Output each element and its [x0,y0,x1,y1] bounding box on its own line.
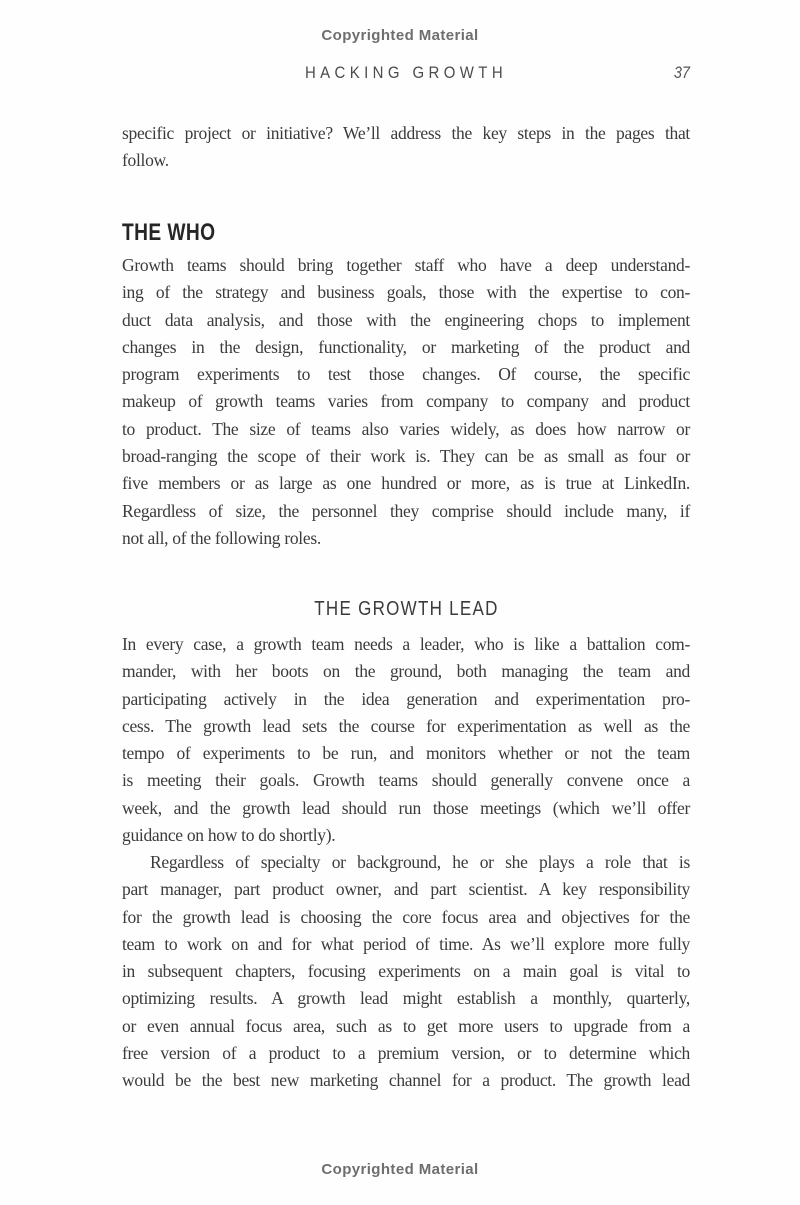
text-line: five members or as large as one hundred or more, as is true at LinkedIn. [122,473,690,494]
text-line: cess. The growth lead sets the course for experimentation as well as the [122,715,690,736]
paragraph-the-who [122,252,690,552]
text-line: part manager, part product owner, and part scientist. A key responsibility [122,879,690,900]
text-line: specific project or initiative? We’ll address the key steps in the pages that [122,123,690,143]
text-line: or even annual focus area, such as to get more users to upgrade from a [122,1015,690,1036]
running-head-title: HACKING GROWTH [304,63,508,82]
paragraph-intro [122,120,690,175]
text-line: program experiments to test those changes. Of course, the specific [122,364,690,385]
text-line: for the growth lead is choosing the core focus area and objectives for the [122,906,690,927]
copyright-notice-top: Copyrighted Material [321,27,479,44]
subsection-heading-growth-lead-text: THE GROWTH LEAD [313,598,499,620]
text-line: is meeting their goals. Growth teams should generally convene once a [122,770,690,791]
text-line: Growth teams should bring together staff who have a deep understand- [122,255,690,275]
text-line: guidance on how to do shortly). [122,825,336,846]
text-line: follow. [122,150,169,171]
text-line: tempo of experiments to be run, and monitors whether or not the team [122,743,690,764]
paragraph-growth-lead-2 [122,849,690,1095]
text-line: week, and the growth lead should run those meetings (which we’ll offer [122,797,690,818]
section-heading-the-who: THE WHO [122,219,216,246]
text-line: not all, of the following roles. [122,527,321,548]
text-line: Regardless of specialty or background, he or she plays a role that is [150,852,690,872]
text-line: mander, with her boots on the ground, both managing the team and [122,661,690,682]
text-line: makeup of growth teams varies from company to company and product [122,391,690,412]
text-line: ing of the strategy and business goals, those with the expertise to con- [122,282,690,303]
text-line: Regardless of size, the personnel they comprise should include many, if [122,500,690,521]
text-line: team to work on and for what period of time. As we’ll explore more fully [122,933,690,954]
page-number: 37 [673,63,690,82]
subsection-heading-growth-lead [122,598,690,621]
text-line: in subsequent chapters, focusing experiments on a main goal is vital to [122,961,690,982]
paragraph-growth-lead-1 [122,631,690,849]
running-head-row [122,63,690,85]
text-line: to product. The size of teams also varies widely, as does how narrow or [122,418,690,439]
text-line: In every case, a growth team needs a leader, who is like a battalion com- [122,634,690,654]
text-line: participating actively in the idea generation and experimentation pro- [122,688,690,709]
text-line: would be the best new marketing channel for a product. The growth lead [122,1070,690,1091]
copyright-notice-bottom: Copyrighted Material [321,1161,479,1178]
text-line: optimizing results. A growth lead might establish a monthly, quarterly, [122,988,690,1009]
text-line: free version of a product to a premium version, or to determine which [122,1043,690,1064]
text-line: duct data analysis, and those with the engineering chops to implement [122,309,690,330]
text-line: changes in the design, functionality, or marketing of the product and [122,336,690,357]
text-line: broad-ranging the scope of their work is. They can be as small as four or [122,446,690,467]
